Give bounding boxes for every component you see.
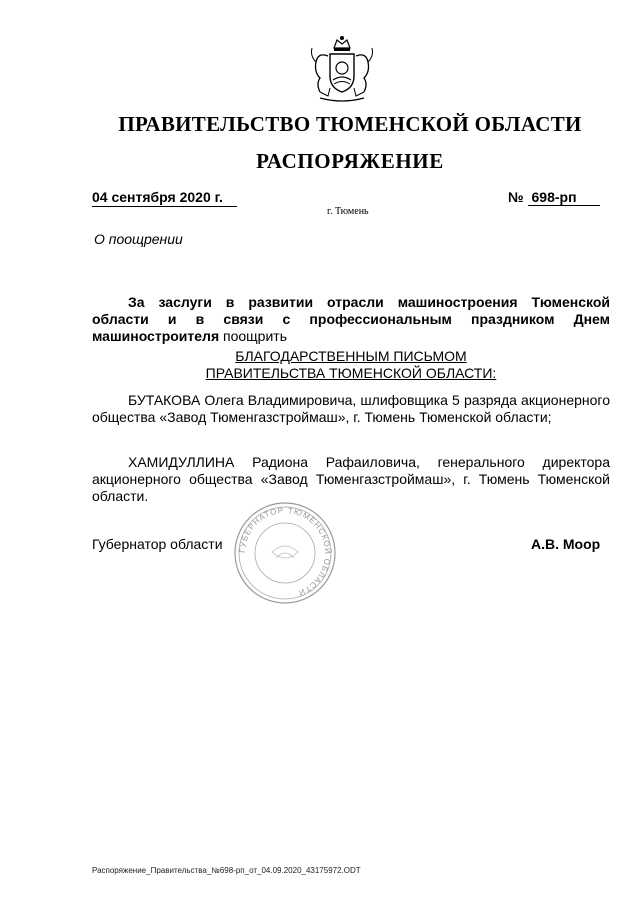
award-heading [92,348,610,382]
document-date: 04 сентября 2020 г. [92,189,237,207]
award-line-2: ПРАВИТЕЛЬСТВА ТЮМЕНСКОЙ ОБЛАСТИ: [205,365,497,381]
official-stamp-icon [232,500,338,606]
award-line-1: БЛАГОДАРСТВЕННЫМ ПИСЬМОМ [235,348,467,364]
document-number [508,189,600,206]
number-value: 698-рп [528,189,600,206]
signatory-position: Губернатор области [92,536,223,552]
signatory-name: А.В. Моор [531,536,601,552]
subject: О поощрении [94,231,183,247]
government-title: ПРАВИТЕЛЬСТВО ТЮМЕНСКОЙ ОБЛАСТИ [118,112,582,136]
intro-rest: поощрить [219,328,287,344]
document-type: РАСПОРЯЖЕНИЕ [256,149,444,173]
intro-paragraph [92,294,610,345]
person-1-paragraph: БУТАКОВА Олега Владимировича, шлифовщика 5 разряда акционерного общества «Завод Тюменгазстроймаш», г. Тюмень Тюменской области; [92,392,610,425]
intro-bold: За заслуги в развитии отрасли машиностроения Тюменской области и в связи с профессиональным праздником Днем машиностроителя [92,294,610,344]
city: г. Тюмень [327,206,369,217]
number-sign: № [508,189,524,205]
footer-file-name: Распоряжение_Правительства_№698-рп_от_04.09.2020_43175972.ODT [92,866,361,875]
person-2-paragraph: ХАМИДУЛЛИНА Радиона Рафаиловича, генерального директора акционерного общества «Завод Тюменгазстроймаш», г. Тюмень Тюменской области. [92,454,610,504]
coat-of-arms-icon [306,34,378,104]
svg-text:ГУБЕРНАТОР ТЮМЕНСКОЙ ОБЛАСТИ [238,506,332,598]
stamp-text: ГУБЕРНАТОР ТЮМЕНСКОЙ ОБЛАСТИ [237,505,333,598]
